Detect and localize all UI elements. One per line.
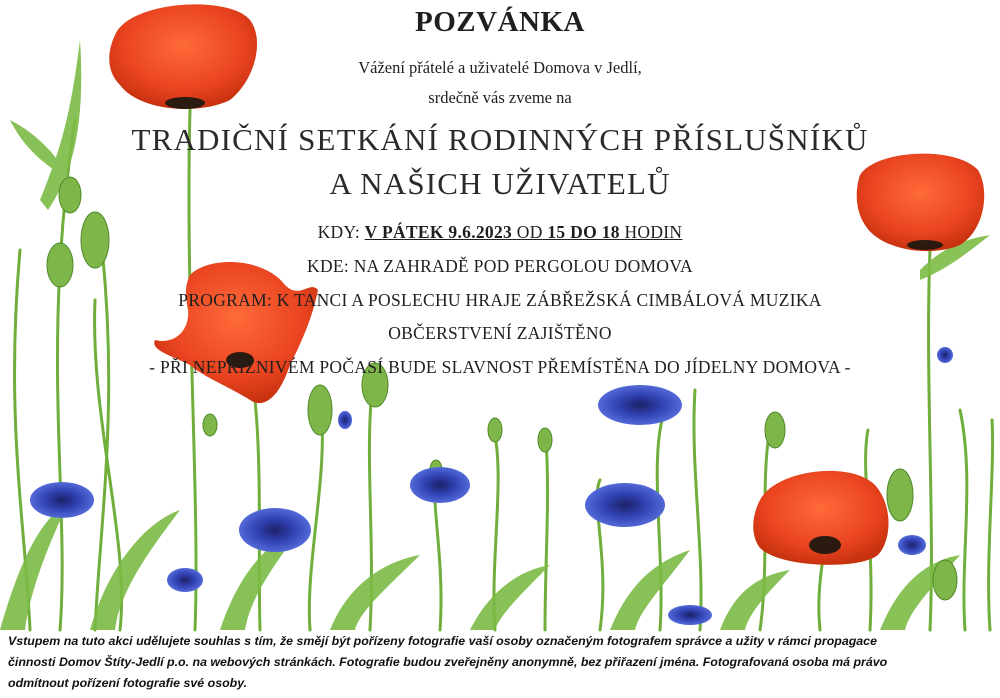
when-from: OD xyxy=(516,222,543,242)
when-label: KDY: xyxy=(317,222,360,242)
when-start: 15 xyxy=(547,222,566,242)
weather-note: - PŘI NEPŘÍZNIVÉM POČASÍ BUDE SLAVNOST PŘEMÍSTĚNA DO JÍDELNY DOMOVA - xyxy=(149,357,851,377)
event-program: PROGRAM: K TANCI A POSLECHU HRAJE ZÁBŘEŽSKÁ CIMBÁLOVÁ MUZIKA xyxy=(178,290,822,310)
consent-line: Vstupem na tuto akci udělujete souhlas s tím, že smějí být pořízeny fotografie vaší osoby označeným fotografem správce a užity v rámci propagace xyxy=(8,634,877,648)
consent-line: činnosti Domov Štíty-Jedlí p.o. na webových stránkách. Fotografie budou zveřejněny anonymně, bez přiřazení jména. Fotografovaná osoba má právo xyxy=(8,655,888,669)
photo-consent-notice xyxy=(8,631,992,694)
when-end: 18 xyxy=(601,222,620,242)
when-unit: HODIN xyxy=(624,222,683,242)
event-title: TRADIČNÍ SETKÁNÍ RODINNÝCH PŘÍSLUŠNÍKŮ xyxy=(131,122,869,157)
poppy-flower xyxy=(753,471,888,565)
greeting-line: srdečně vás zveme na xyxy=(428,88,572,107)
page-title: POZVÁNKA xyxy=(415,6,585,38)
when-day: V PÁTEK 9.6.2023 xyxy=(364,222,513,242)
event-when xyxy=(0,222,1000,243)
when-do: DO xyxy=(570,222,597,242)
event-refreshments: OBČERSTVENÍ ZAJIŠTĚNO xyxy=(388,323,612,343)
event-title: A NAŠICH UŽIVATELŮ xyxy=(329,166,671,201)
greeting-line: Vážení přátelé a uživatelé Domova v Jedlí, xyxy=(358,58,642,77)
consent-line: odmítnout pořízení fotografie své osoby. xyxy=(8,676,248,690)
event-where: KDE: NA ZAHRADĚ POD PERGOLOU DOMOVA xyxy=(307,256,693,276)
